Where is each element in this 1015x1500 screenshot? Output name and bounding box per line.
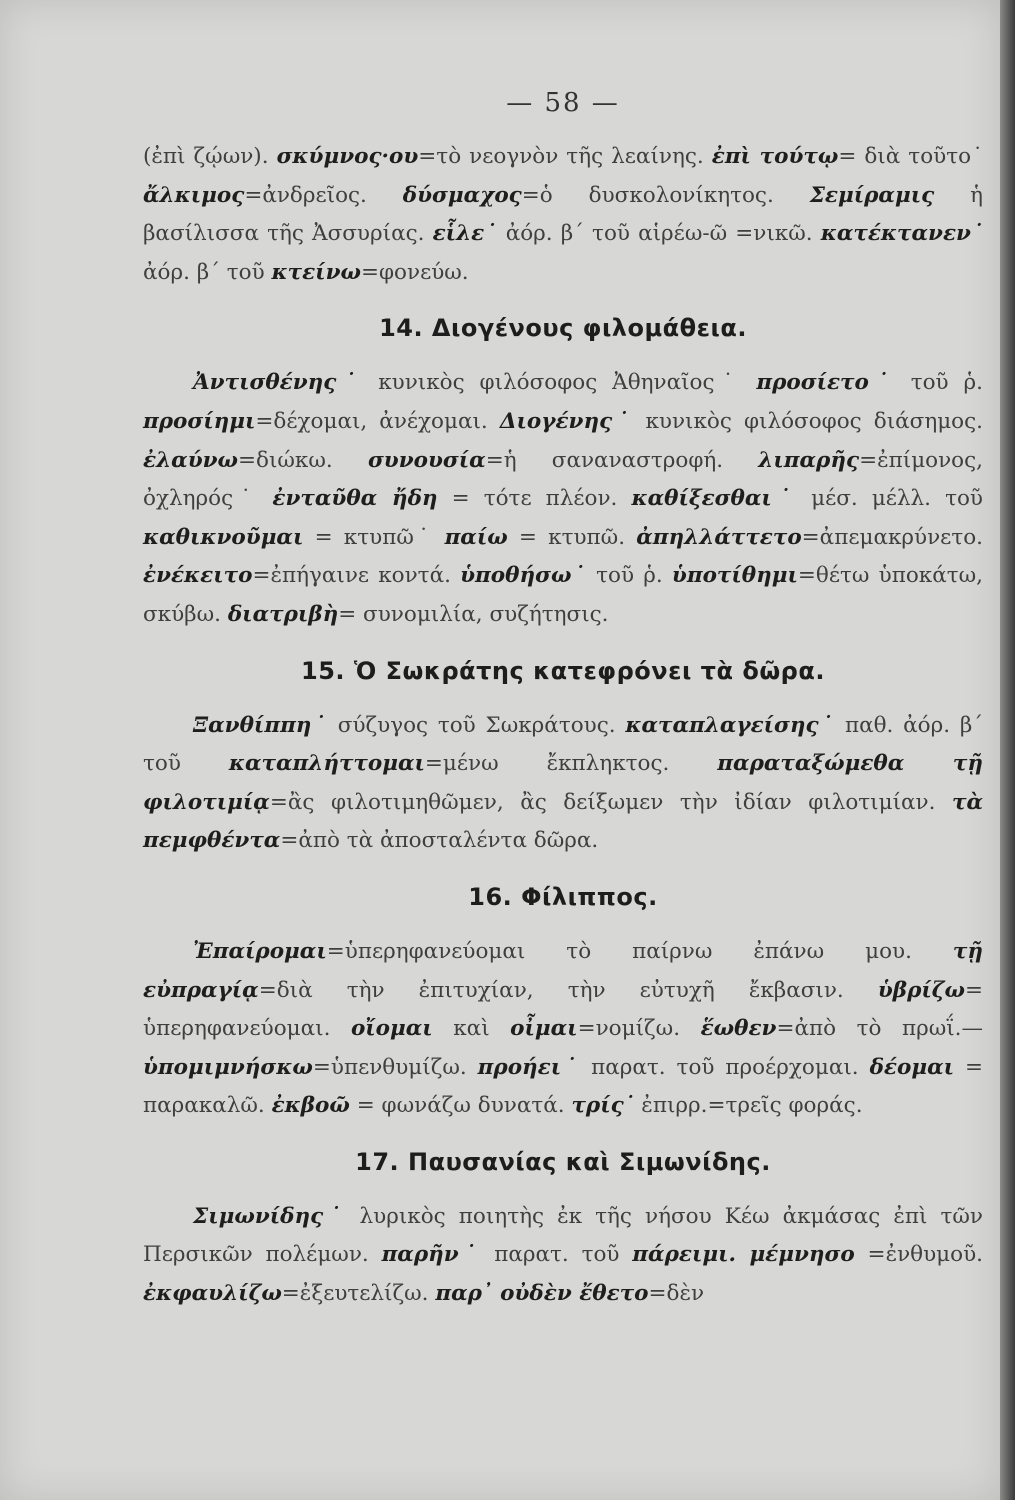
- glossary-definition: =ἐνθυμοῦ.: [854, 1242, 984, 1268]
- glossary-paragraph: [143, 1198, 983, 1314]
- glossary-definition: ἐπιρρ.=τρεῖς φοράς.: [634, 1093, 863, 1119]
- glossary-term: οἶμαι: [510, 1016, 578, 1042]
- glossary-term: παρ᾽ οὐδὲν ἔθετο: [435, 1281, 649, 1307]
- glossary-term: πάρειμι. μέμνησο: [632, 1242, 855, 1268]
- glossary-definition: παρατ. τοῦ: [481, 1242, 633, 1268]
- glossary-term: σκύμνος·ου: [276, 144, 419, 169]
- glossary-definition: = διὰ τοῦτο˙: [838, 144, 983, 169]
- glossary-term: παρῆν˙: [381, 1242, 482, 1268]
- glossary-definition: =θέτω ὑποκάτω, σκύβω.: [143, 563, 983, 627]
- glossary-term: ἐνέκειτο: [143, 563, 253, 589]
- glossary-definition: = κτυπῶ˙: [303, 524, 445, 550]
- glossary-term: συνουσία: [367, 447, 486, 473]
- glossary-definition: = παρακαλῶ.: [143, 1054, 983, 1119]
- glossary-term: Διογένης˙: [499, 408, 634, 434]
- glossary-definition: τοῦ ῥ.: [586, 563, 672, 589]
- glossary-term: καθικνοῦμαι: [143, 524, 304, 550]
- glossary-definition: =ἐπήγαινε κοντά.: [252, 563, 461, 589]
- glossary-definition: μέσ. μέλλ. τοῦ: [797, 486, 983, 512]
- glossary-paragraph: [143, 933, 983, 1126]
- glossary-paragraph: [143, 138, 983, 292]
- glossary-term: ὑβρίζω: [877, 977, 965, 1003]
- glossary-definition: (ἐπὶ ζῴων).: [143, 144, 277, 169]
- glossary-definition: =τὸ νεογνὸν τῆς λεαίνης.: [418, 144, 712, 169]
- glossary-term: Σεμίραμις: [809, 182, 935, 208]
- glossary-term: δέομαι: [869, 1054, 955, 1080]
- glossary-term: Ἐπαίρομαι: [193, 938, 327, 964]
- glossary-term: ἐκβοῶ: [271, 1093, 350, 1119]
- glossary-term: Ἀντισθένης˙: [193, 370, 364, 396]
- glossary-term: ἀπηλλάττετο: [636, 524, 802, 550]
- glossary-definition: =ἀπὸ τὰ ἀποσταλέντα δῶρα.: [280, 828, 599, 854]
- glossary-term: ἐπὶ τούτῳ: [711, 144, 839, 169]
- glossary-definition: =δέχομαι, ἀνέχομαι.: [255, 408, 500, 434]
- glossary-paragraph: [143, 707, 983, 861]
- glossary-term: καταπλήττομαι: [228, 751, 425, 777]
- glossary-definition: =ὑπερηφανεύομαι τὸ παίρνω ἐπάνω μου.: [326, 938, 953, 964]
- glossary-term: δύσμαχος: [402, 182, 522, 208]
- glossary-definition: = τότε πλέον.: [437, 486, 632, 512]
- glossary-definition: ἀόρ. β΄ τοῦ: [143, 259, 272, 285]
- glossary-definition: =ἀπὸ τὸ πρωΐ.—: [776, 1016, 984, 1042]
- glossary-sections: [143, 138, 983, 1314]
- glossary-term: ἐνταῦθα ἤδη: [272, 486, 438, 512]
- glossary-definition: = ὑπερηφανεύομαι.: [143, 977, 983, 1042]
- glossary-definition: =φονεύω.: [360, 259, 469, 285]
- section-heading: 17. Παυσανίας καὶ Σιμωνίδης.: [355, 1147, 771, 1176]
- glossary-term: προσίετο˙: [756, 370, 896, 396]
- glossary-term: τρίς˙: [571, 1093, 635, 1119]
- glossary-term: παίω: [444, 524, 508, 550]
- glossary-definition: κυνικὸς φιλόσοφος Ἀθηναῖος˙: [363, 370, 757, 396]
- glossary-definition: =ἀπεμακρύνετο.: [801, 524, 983, 550]
- glossary-term: ἕωθεν: [700, 1016, 777, 1042]
- page-edge-shadow: [1000, 0, 1015, 1500]
- glossary-definition: =μένω ἔκπληκτος.: [424, 751, 718, 777]
- glossary-definition: παρατ. τοῦ προέρχομαι.: [580, 1054, 870, 1080]
- glossary-term: προσίημι: [143, 408, 256, 434]
- glossary-definition: =διὰ τὴν ἐπιτυχίαν, τὴν εὐτυχῆ ἔκβασιν.: [258, 977, 878, 1003]
- glossary-definition: =ἐξευτελίζω.: [281, 1281, 436, 1307]
- glossary-definition: =ὁ δυσκολονίκητος.: [521, 182, 810, 208]
- glossary-term: καταπλαγείσης˙: [625, 712, 836, 738]
- glossary-definition: = κτυπῶ.: [507, 524, 637, 550]
- glossary-term: παραταξώμεθα τῇ φιλοτιμίᾳ: [143, 751, 983, 815]
- glossary-term: ἄλκιμος: [143, 182, 245, 208]
- glossary-term: ὑποθήσω˙: [460, 563, 587, 589]
- glossary-term: ὑποτίθημι: [671, 563, 798, 589]
- glossary-term: οἴομαι: [350, 1016, 433, 1042]
- glossary-term: κτείνω: [271, 259, 361, 285]
- glossary-definition: =ἂς φιλοτιμηθῶμεν, ἂς δείξωμεν τὴν ἰδίαν φιλοτιμίαν.: [269, 789, 952, 815]
- glossary-definition: καὶ: [432, 1016, 511, 1042]
- glossary-definition: ἀόρ. β΄ τοῦ αἱρέω-ῶ =νικῶ.: [497, 221, 821, 247]
- glossary-term: ἐκφαυλίζω: [143, 1281, 282, 1307]
- glossary-definition: λυρικὸς ποιητὴς ἐκ τῆς νήσου Κέω ἀκμάσας ἐπὶ τῶν Περσικῶν πολέμων.: [143, 1203, 984, 1268]
- glossary-definition: ἡ βασίλισσα τῆς Ἀσσυρίας.: [143, 182, 983, 247]
- glossary-definition: =διώκω.: [238, 447, 368, 473]
- glossary-term: προήει˙: [477, 1054, 581, 1080]
- glossary-term: λιπαρῆς: [758, 447, 860, 473]
- glossary-term: ἐλαύνω: [143, 447, 238, 473]
- glossary-definition: = συνομιλία, συζήτησις.: [338, 601, 609, 627]
- glossary-definition: παθ. ἀόρ. β΄ τοῦ: [143, 712, 984, 777]
- section-heading: 16. Φίλιππος.: [468, 882, 658, 911]
- glossary-term: ὑπομιμνήσκω: [143, 1054, 313, 1080]
- glossary-definition: κυνικὸς φιλόσοφος διάσημος.: [633, 408, 984, 434]
- glossary-term: καθίξεσθαι˙: [631, 486, 798, 512]
- glossary-paragraph: [143, 364, 983, 634]
- glossary-term: τὰ πεμφθέντα: [143, 789, 983, 854]
- glossary-term: Ξανθίππη˙: [193, 712, 329, 738]
- glossary-definition: τοῦ ῥ.: [895, 370, 983, 396]
- glossary-definition: =ἐπίμονος, ὀχληρός˙: [143, 447, 983, 512]
- glossary-definition: =δὲν: [648, 1281, 705, 1307]
- page-number: — 58 —: [506, 88, 620, 118]
- glossary-definition: =ὑπενθυμίζω.: [312, 1054, 478, 1080]
- glossary-definition: = φωνάζω δυνατά.: [349, 1093, 572, 1119]
- section-heading: 15. Ὁ Σωκράτης κατεφρόνει τὰ δῶρα.: [301, 656, 825, 685]
- glossary-definition: =νομίζω.: [577, 1016, 701, 1042]
- page-content: [143, 88, 983, 1314]
- glossary-term: διατριβὴ: [227, 601, 339, 627]
- glossary-term: εἷλε˙: [432, 221, 498, 247]
- glossary-definition: σύζυγος τοῦ Σωκράτους.: [328, 712, 626, 738]
- glossary-term: κατέκτανεν˙: [820, 221, 984, 247]
- section-heading: 14. Διογένους φιλομάθεια.: [379, 314, 747, 343]
- glossary-definition: =ἡ σαναναστροφή.: [485, 447, 759, 473]
- glossary-term: τῇ εὐπραγίᾳ: [143, 938, 983, 1003]
- glossary-definition: =ἀνδρεῖος.: [244, 182, 403, 208]
- glossary-term: Σιμωνίδης˙: [193, 1203, 347, 1229]
